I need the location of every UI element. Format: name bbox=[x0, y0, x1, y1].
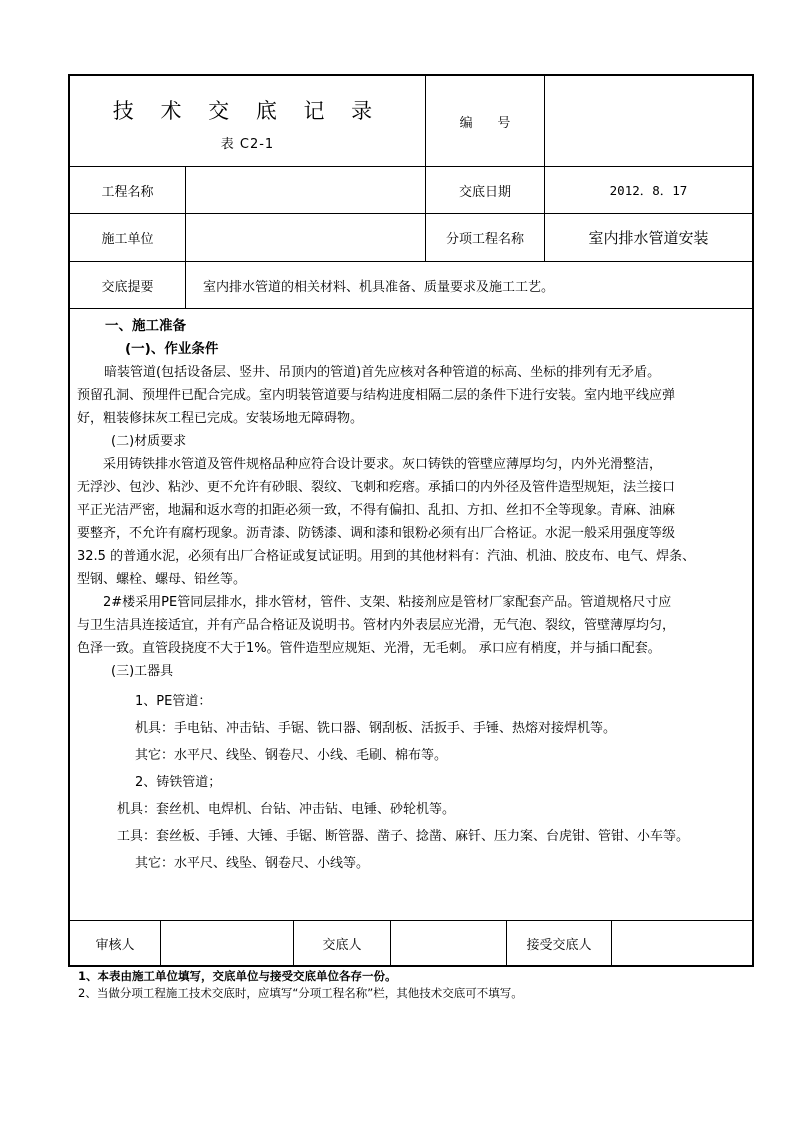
subitem-name-value[interactable]: 室内排水管道安装 bbox=[588, 229, 709, 247]
section-heading: 一、施工准备 bbox=[105, 318, 186, 334]
date-value[interactable]: 2012．8．17 bbox=[609, 183, 688, 198]
subsection-heading: (二)材质要求 bbox=[111, 434, 187, 449]
summary-value[interactable]: 室内排水管道的相关材料、机具准备、质量要求及施工工艺。 bbox=[203, 279, 555, 295]
footnotes bbox=[78, 968, 523, 1002]
iron-pipe-title: 2、铸铁管道； bbox=[135, 775, 222, 790]
iron-other: 其它：水平尺、线坠、钢卷尺、小线等。 bbox=[135, 856, 370, 871]
subitem-name-label: 分项工程名称 bbox=[445, 232, 524, 247]
paragraph-line: 色泽一致。直管段挠度不大于1%。管件造型应规矩、光滑，无毛刺。 承口应有梢度，并与插口配套。 bbox=[77, 641, 661, 656]
disclosure-content bbox=[77, 315, 719, 683]
iron-tools: 工具：套丝板、手锤、大锤、手锯、断管器、凿子、捻凿、麻钎、压力案、台虎钳、管钳、小车等。 bbox=[117, 829, 690, 844]
paragraph-line: 采用铸铁排水管道及管件规格品种应符合设计要求。灰口铸铁的管壁应薄厚均匀，内外光滑整洁， bbox=[103, 457, 663, 472]
paragraph-line: 无浮沙、包沙、粘沙、更不允许有砂眼、裂纹、飞刺和疙瘩。承插口的内外径及管件造型规矩，法兰接口 bbox=[77, 480, 676, 495]
paragraph-line: 2#楼采用PE管同层排水，排水管材，管件、支架、粘接剂应是管材厂家配套产品。管道规格尺寸应 bbox=[103, 595, 672, 610]
pe-pipe-title: 1、PE管道： bbox=[135, 694, 212, 709]
reviewer-label: 审核人 bbox=[95, 937, 135, 953]
summary-label: 交底提要 bbox=[101, 279, 154, 295]
pe-machines: 机具：手电钻、冲击钻、手锯、铣口器、钢刮板、活扳手、手锤、热熔对接焊机等。 bbox=[135, 721, 617, 736]
form-title: 技 术 交 底 记 录 bbox=[112, 99, 383, 123]
pe-other: 其它：水平尺、线坠、钢卷尺、小线、毛刷、棉布等。 bbox=[135, 748, 448, 763]
discloser-label: 交底人 bbox=[322, 937, 362, 953]
paragraph-line: 平正光洁严密，地漏和返水弯的扣距必须一致，不得有偏扣、乱扣、方扣、丝扣不全等现象。青麻、油麻 bbox=[77, 503, 676, 518]
subsection-heading: (三)工器具 bbox=[111, 664, 174, 679]
project-name-label: 工程名称 bbox=[101, 184, 154, 200]
iron-machines: 机具：套丝机、电焊机、台钻、冲击钻、电锤、砂轮机等。 bbox=[117, 802, 456, 817]
footnote-1: 1、本表由施工单位填写，交底单位与接受交底单位各存一份。 bbox=[78, 969, 397, 983]
construction-unit-label: 施工单位 bbox=[101, 232, 154, 247]
paragraph-line: 预留孔洞、预埋件已配合完成。室内明装管道要与结构进度相隔二层的条件下进行安装。室内地平线应弹 bbox=[77, 388, 676, 403]
paragraph-line: 好，粗装修抹灰工程已完成。安装场地无障碍物。 bbox=[77, 411, 364, 426]
footnote-2: 2、当做分项工程施工技术交底时，应填写“分项工程名称”栏，其他技术交底可不填写。 bbox=[78, 986, 523, 1000]
number-label: 编 号 bbox=[459, 115, 511, 131]
paragraph-line: 要整齐，不允许有腐朽现象。沥青漆、防锈漆、调和漆和银粉必须有出厂合格证。水泥一般采用强度等级 bbox=[77, 526, 676, 541]
paragraph-line: 与卫生洁具连接适宜，并有产品合格证及说明书。管材内外表层应光滑，无气泡、裂纹，管壁薄厚均匀， bbox=[77, 618, 676, 633]
receiver-label: 接受交底人 bbox=[526, 937, 592, 953]
paragraph-line: 32.5 的普通水泥，必须有出厂合格证或复试证明。用到的其他材料有：汽油、机油、胶皮布、电气、焊条、 bbox=[77, 549, 696, 564]
form-number: 表 C2-1 bbox=[220, 136, 275, 152]
paragraph-line: 暗装管道(包括设备层、竖井、吊顶内的管道)首先应核对各种管道的标高、坐标的排列有无矛盾。 bbox=[104, 365, 661, 380]
date-label: 交底日期 bbox=[458, 184, 511, 200]
paragraph-line: 型钢、螺栓、螺母、铅丝等。 bbox=[77, 572, 247, 587]
subsection-heading: (一)、作业条件 bbox=[125, 341, 219, 357]
